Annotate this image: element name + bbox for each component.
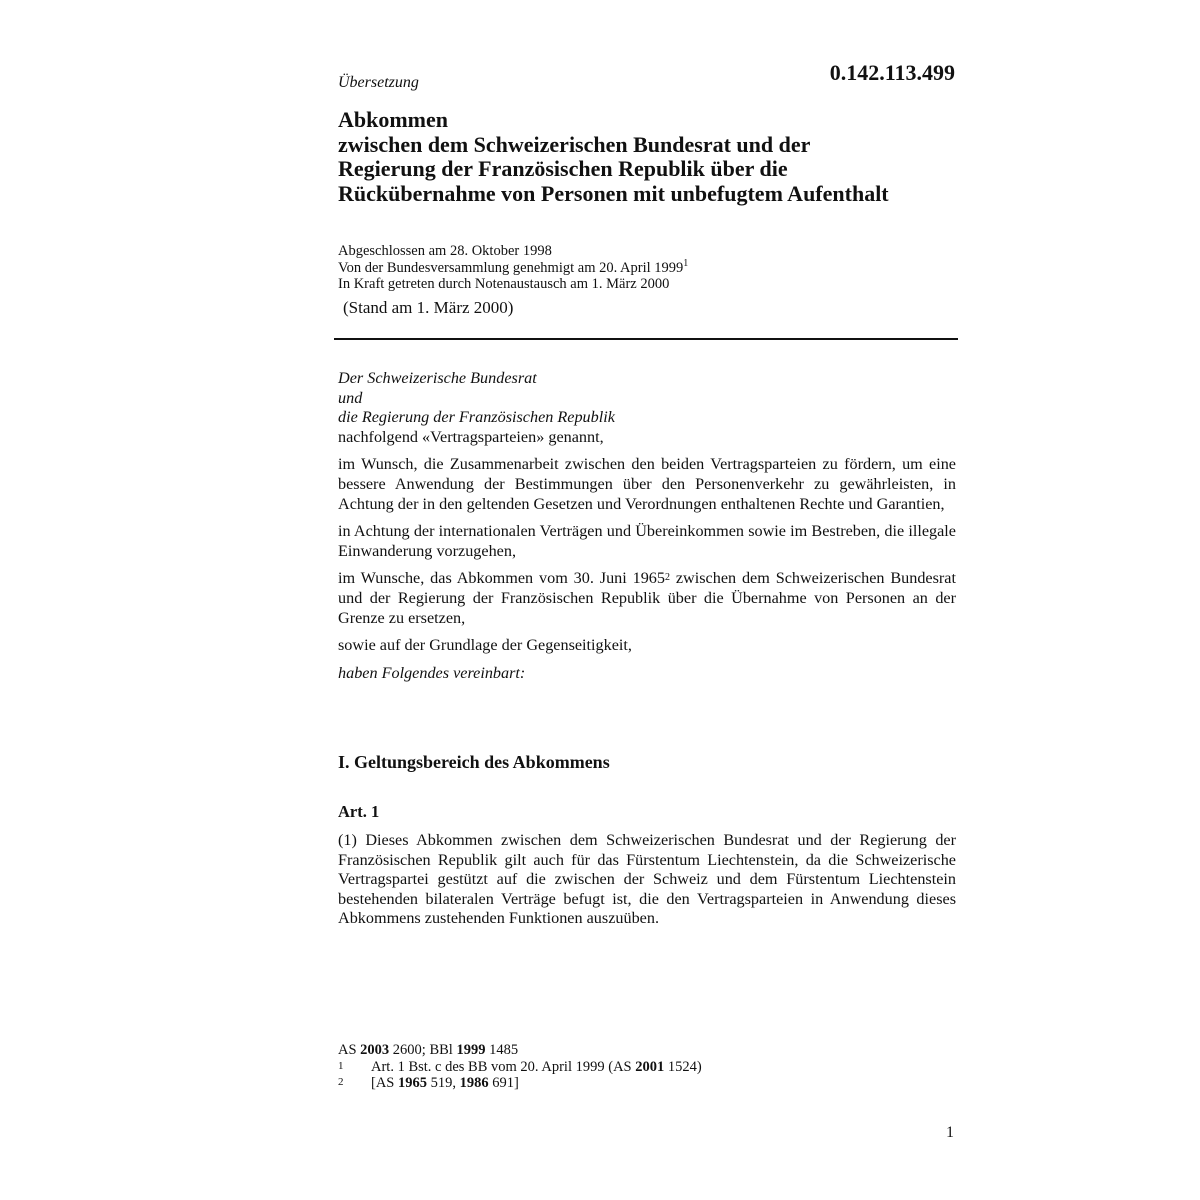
article-paragraph-1: (1) Dieses Abkommen zwischen dem Schweizerischen Bundesrat und der Regierung der Französischen Republik gilt auch für das Fürstentum Liechtenstein, da die Schweizerische Vertragspartei gestützt auf die zwischen der Schweiz und dem Fürstentum Liechtenstein bestehenden bilateralen Verträge befugt ist, die den Vertragsparteien in Anwendung dieses Abkommens zustehenden Funktionen auszuüben.: [338, 831, 956, 928]
article-heading: Art. 1: [338, 802, 380, 821]
document-metadata: [338, 243, 688, 293]
page-number: 1: [946, 1124, 954, 1141]
footnotes: [338, 1042, 702, 1092]
footnote-ref-1[interactable]: 1: [683, 257, 689, 269]
preamble-paragraph-1: im Wunsch, die Zusammenarbeit zwischen den beiden Vertragsparteien zu fördern, um eine bessere Anwendung der Bestimmungen über den Personenverkehr zu gewährleisten, in Achtung der in den geltenden Gesetzen und Verordnungen enthaltenen Rechte und Garantien,: [338, 455, 956, 513]
section-heading: I. Geltungsbereich des Abkommens: [338, 752, 610, 772]
preamble: [338, 369, 956, 683]
footnote-number: 2: [338, 1076, 344, 1088]
translation-label: Übersetzung: [338, 74, 419, 91]
in-force-date: In Kraft getreten durch Notenaustausch am 1. März 2000: [338, 276, 670, 292]
title-line-1: Abkommen: [338, 107, 449, 132]
footnote-number: 1: [338, 1059, 344, 1072]
conjunction: und: [338, 388, 363, 407]
footnote-ref-2[interactable]: 2: [665, 572, 670, 584]
preamble-paragraph-2: in Achtung der internationalen Verträgen und Übereinkommen sowie im Bestreben, die illegale Einwanderung vorzugehen,: [338, 522, 956, 560]
party-2: die Regierung der Französischen Republik: [338, 408, 615, 427]
preamble-closing: haben Folgendes vereinbart:: [338, 663, 526, 682]
document-title: [338, 108, 978, 206]
preamble-paragraph-4: sowie auf der Grundlage der Gegenseitigkeit,: [338, 636, 632, 655]
party-1: Der Schweizerische Bundesrat: [338, 369, 537, 387]
title-line-4: Rückübernahme von Personen mit unbefugtem Aufenthalt: [338, 180, 889, 206]
title-line-3: Regierung der Französischen Republik über die: [338, 156, 788, 181]
preamble-paragraph-3: im Wunsche, das Abkommen vom 30. Juni 1965$^2$ zwischen dem Schweizerischen Bundesrat und der Regierung der Französischen Republik über die Übernahme von Personen an der Grenze zu ersetzen,: [338, 569, 956, 627]
footnote-text: Art. 1 Bst. c des BB vom 20. April 1999 (AS 2001 1524): [371, 1058, 702, 1075]
approval-date: Von der Bundesversammlung genehmigt am 20. April 1999$^1$: [338, 257, 689, 276]
footnote-2: [338, 1075, 702, 1092]
source-reference: AS 2003 2600; BBl 1999 1485: [338, 1042, 519, 1058]
title-line-2: zwischen dem Schweizerischen Bundesrat und der: [338, 131, 811, 157]
footnote-1: [338, 1059, 702, 1076]
parties-named: nachfolgend «Vertragsparteien» genannt,: [338, 427, 604, 446]
sr-number: 0.142.113.499: [829, 60, 955, 85]
concluded-date: Abgeschlossen am 28. Oktober 1998: [338, 243, 552, 259]
horizontal-rule: [334, 338, 958, 340]
article-text: [338, 831, 956, 929]
status-date: (Stand am 1. März 2000): [343, 298, 514, 317]
footnote-text: [AS 1965 519, 1986 691]: [371, 1075, 519, 1091]
